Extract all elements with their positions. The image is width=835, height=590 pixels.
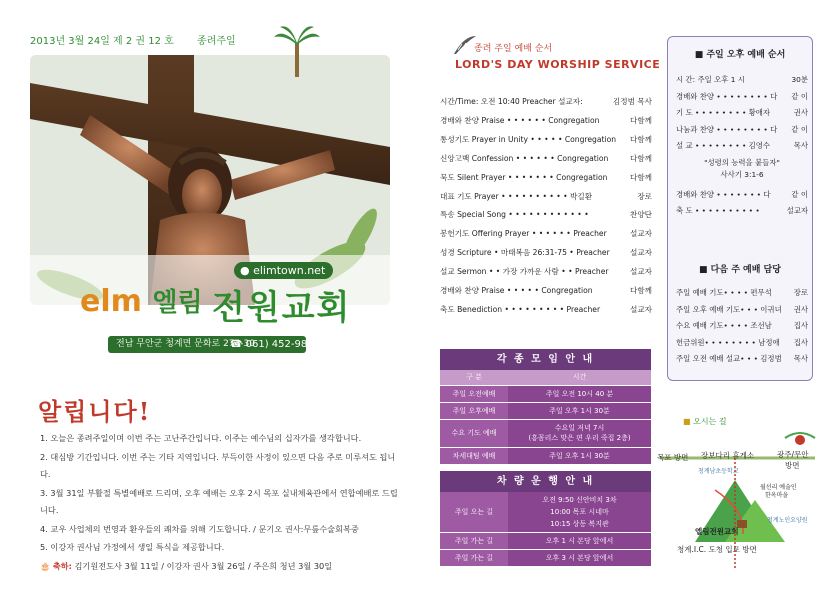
duty-row: 주일 예배 기도• • • • 편무석 장로	[676, 288, 808, 297]
square-bullet-icon: ■	[683, 417, 694, 426]
order-row: 경배와 찬양 • • • • • • • • 다 같 이	[676, 91, 808, 101]
table-cell: 주일 가는 길	[440, 532, 508, 549]
table-header-row	[440, 370, 651, 385]
cake-icon: 🎂	[40, 560, 53, 571]
table-cell: 주일 오전예배	[440, 385, 508, 402]
table-cell: 차세대팀 예배	[440, 447, 508, 464]
worship-order	[440, 93, 652, 320]
service-title: LORD'S DAY WORSHIP SERVICE	[455, 58, 661, 71]
map-label-school: 청계남초등학교	[698, 468, 739, 475]
order-row: 특송 Special Song • • • • • • • • • • • • 찬양단	[440, 210, 652, 220]
sermon-title: "성령의 능력을 붙들자"	[704, 157, 780, 167]
map-label-mokpo: 목포 방면	[657, 453, 689, 462]
table-row	[440, 492, 651, 532]
meetings-table	[440, 370, 651, 465]
notice-item: 2. 대심방 기간입니다. 이번 주는 기타 지역입니다. 부득이한 사정이 있으면 다음 주로 미루셔도 됩니다.	[40, 451, 396, 479]
next-week-list	[676, 285, 808, 368]
website-badge[interactable]	[234, 262, 333, 279]
order-row: 나눔과 찬양 • • • • • • • • 다 같 이	[676, 124, 808, 134]
map-label-church: 엘림전원교회	[695, 527, 739, 536]
afternoon-order	[676, 72, 808, 220]
meetings-title: 각 종 모 임 안 내	[440, 349, 651, 370]
service-subtitle: 종려 주일 예배 순서	[474, 44, 553, 54]
elm-logo: elm	[80, 284, 142, 319]
globe-icon: ●	[240, 264, 254, 277]
church-logo	[80, 282, 203, 319]
next-week-title: ■ 다음 주 예배 담당	[699, 265, 781, 275]
notice-item: 5. 이강자 권사님 가정에서 생일 특식을 제공합니다.	[40, 542, 225, 552]
map-label-gwangju: 광주/무안	[777, 450, 809, 459]
table-cell: 주일 오후 1시 30분	[508, 402, 651, 419]
map-label-nursing: 청계노인요양원	[767, 517, 808, 524]
notice-title: 알립니다!	[38, 397, 152, 426]
column-header: 시간	[508, 370, 651, 385]
column-header: 구 분	[440, 370, 508, 385]
order-row: 설 교 • • • • • • • • 김영수 목사	[676, 141, 808, 150]
sermon-reference: 사사기 3:1-6	[720, 169, 764, 179]
map-label-gwangju-dir: 방면	[785, 461, 800, 470]
map-label-village: 한옥마을	[765, 492, 789, 499]
birthday-notice	[40, 558, 400, 576]
order-row: 설교 Sermon • • 가장 가까운 사람 • • Preacher 설교자	[440, 267, 652, 277]
duty-row: 헌금위원• • • • • • • • 남정애 집사	[676, 337, 808, 347]
directions-map	[655, 430, 820, 580]
table-row	[440, 385, 651, 402]
transport-table	[440, 492, 651, 567]
afternoon-service-title: ■ 주일 오후 예배 순서	[694, 50, 786, 60]
table-cell: 오후 3 시 본당 앞에서	[508, 549, 651, 566]
order-row: 축도 Benediction • • • • • • • • • Preacher 설교자	[440, 304, 652, 314]
table-row	[440, 532, 651, 549]
table-cell: 오후 1 시 본당 앞에서	[508, 532, 651, 549]
birthday-label: 축하:	[52, 560, 72, 571]
order-row: 신앙고백 Confession • • • • • • Congregation 다함께	[440, 153, 652, 163]
table-row	[440, 549, 651, 566]
table-row	[440, 447, 651, 464]
birthday-text: 김기원전도사 3월 11일 / 이강자 권사 3월 26일 / 주은희 청년 3월 30일	[74, 560, 333, 571]
website-link[interactable]: elimtown.net	[253, 264, 326, 277]
directions-title: ■ 오시는 길	[683, 417, 727, 426]
table-cell: 오전 9:50 신안비치 3차 10:00 목포 시네마 10:15 상동 복지관	[508, 492, 651, 532]
order-row: 경배와 찬양 Praise • • • • • Congregation 다함께	[440, 286, 652, 296]
sunday-label: 종려주일	[197, 36, 236, 47]
table-cell: 주일 가는 길	[440, 549, 508, 566]
order-row: 경배와 찬양 • • • • • • • 다 같 이	[676, 189, 808, 199]
duty-row: 주일 오후 예배 기도• • • 이귀녀 권사	[676, 304, 808, 314]
crucifixion-illustration	[30, 55, 390, 305]
map-label-wolseon: 월선리 예술인	[760, 484, 797, 491]
palm-tree-icon	[272, 23, 322, 78]
order-row: 축 도 • • • • • • • • • • 설교자	[676, 206, 808, 215]
address-text: 전남 무안군 청계면 문화로 274-30	[116, 339, 255, 349]
notice-item: 4. 교우 사업체의 번영과 환우들의 쾌차를 위해 기도합니다. / 문기오 권사:무릎수술회복중	[40, 523, 359, 534]
notice-list	[40, 430, 400, 576]
duty-row: 주일 오전 예배 설교• • • 김정범 목사	[676, 354, 808, 364]
order-row: 봉헌기도 Offering Prayer • • • • • • Preacher 설교자	[440, 229, 652, 239]
map-label-jangbo: 장보다리 휴게소	[701, 451, 755, 460]
order-row: 통성기도 Prayer in Unity • • • • • Congregation 다함께	[440, 134, 652, 144]
order-row: 시 간: 주일 오후 1 시 30분	[676, 75, 808, 84]
order-row: 기 도 • • • • • • • • 황애자 권사	[676, 108, 808, 117]
order-row: 시간/Time: 오전 10:40 Preacher 설교자: 김정범 목사	[440, 97, 652, 106]
transport-title: 차 량 운 행 안 내	[440, 471, 651, 492]
notice-item: 3. 3월 31일 부활절 특별예배로 드리며, 오후 예배는 오후 2시 목포 실내체육관에서 연합예배로 드립니다.	[40, 487, 398, 515]
phone-number: ☎ 061) 452-9834	[230, 339, 320, 350]
elim-korean: 엘림	[152, 288, 203, 318]
table-cell: 주일 오전 10시 40 분	[508, 385, 651, 402]
church-name: 전원교회	[212, 288, 352, 328]
order-row: 대표 기도 Prayer • • • • • • • • • • 박길환 장로	[440, 191, 652, 201]
table-cell: 주일 오후예배	[440, 402, 508, 419]
notice-item: 1. 오늘은 종려주일이며 이번 주는 고난주간입니다. 이주는 예수님의 십자가를 생각합니다.	[40, 433, 362, 443]
issue-header	[30, 32, 236, 47]
table-row	[440, 402, 651, 419]
order-row: 경배와 찬양 Praise • • • • • • Congregation 다함께	[440, 115, 652, 125]
table-cell: 수요 기도 예배	[440, 419, 508, 447]
duty-row: 수요 예배 기도• • • • 조선남 집사	[676, 321, 808, 331]
crucifixion-image	[30, 55, 390, 305]
table-cell: 주일 오는 길	[440, 492, 508, 532]
table-cell: 주일 오후 1시 30분	[508, 447, 651, 464]
table-row	[440, 419, 651, 447]
order-row: 묵도 Silent Prayer • • • • • • • Congregation 다함께	[440, 172, 652, 182]
map-label-ic: 청계.I.C. 도청 입로 방면	[677, 545, 757, 554]
table-cell: 수요일 저녁 7시 (흥꼼리스 맞은 편 우리 죽집 2층)	[508, 419, 651, 447]
order-row: 성경 Scripture • 마태복음 26:31-75 • Preacher 설교자	[440, 248, 652, 258]
issue-info: 2013년 3월 24일 제 2 권 12 호	[30, 36, 174, 47]
